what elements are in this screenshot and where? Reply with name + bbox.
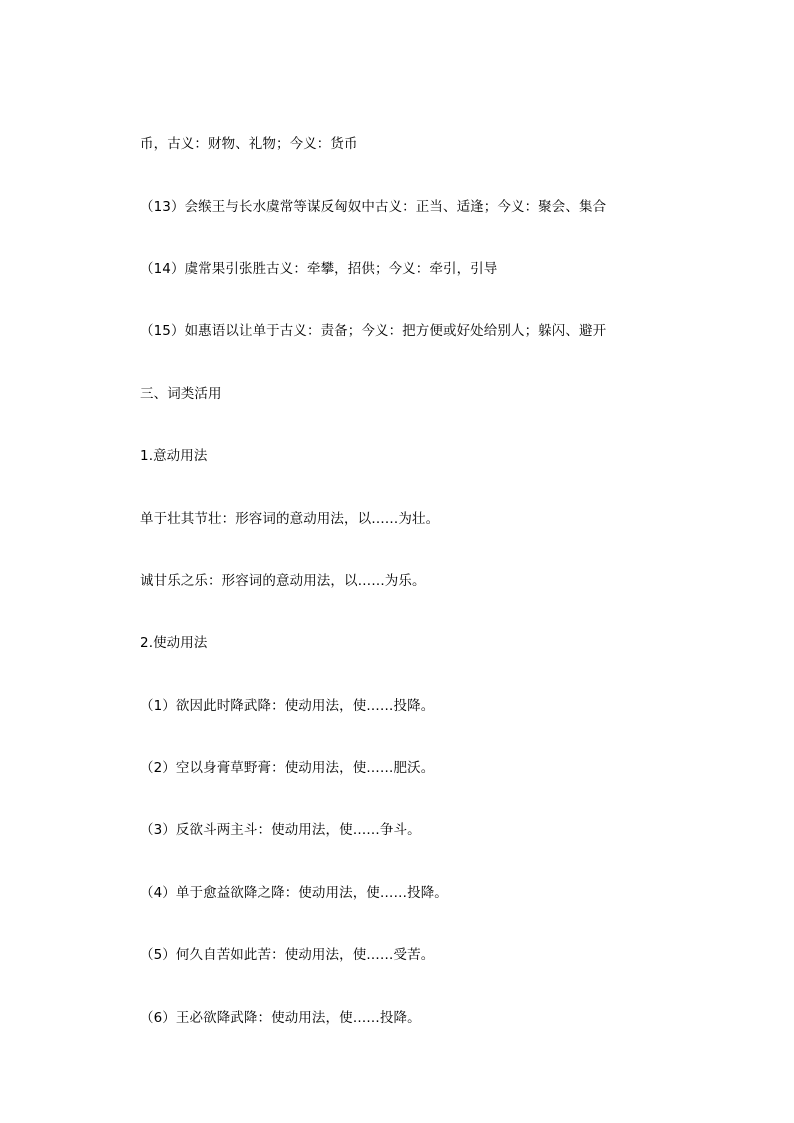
text-line-causative-4: （4）单于愈益欲降之降：使动用法，使……投降。 xyxy=(140,885,448,901)
subheading-putative-usage: 1.意动用法 xyxy=(140,448,208,464)
subheading-causative-usage: 2.使动用法 xyxy=(140,635,208,651)
text-line-causative-5: （5）何久自苦如此苦：使动用法，使……受苦。 xyxy=(140,947,435,963)
text-line-currency: 币，古义：财物、礼物；今义：货币 xyxy=(140,136,358,152)
text-line-causative-3: （3）反欲斗两主斗：使动用法，使……争斗。 xyxy=(140,822,421,838)
text-line-item-15: （15）如惠语以让单于古义：责备；今义：把方便或好处给别人；躲闪、避开 xyxy=(140,323,607,339)
section-heading-word-class: 三、词类活用 xyxy=(140,386,222,402)
text-line-item-13: （13）会缑王与长水虞常等谋反匈奴中古义：正当、适逢；今义：聚会、集合 xyxy=(140,199,607,215)
text-line-item-14: （14）虞常果引张胜古义：牵攀，招供；今义：牵引，引导 xyxy=(140,261,498,277)
text-line-putative-2: 诚甘乐之乐：形容词的意动用法，以……为乐。 xyxy=(140,573,426,589)
text-line-putative-1: 单于壮其节壮：形容词的意动用法，以……为壮。 xyxy=(140,511,440,527)
text-line-causative-1: （1）欲因此时降武降：使动用法，使……投降。 xyxy=(140,698,435,714)
text-line-causative-2: （2）空以身膏草野膏：使动用法，使……肥沃。 xyxy=(140,760,435,776)
text-line-causative-6: （6）王必欲降武降：使动用法，使……投降。 xyxy=(140,1010,421,1026)
